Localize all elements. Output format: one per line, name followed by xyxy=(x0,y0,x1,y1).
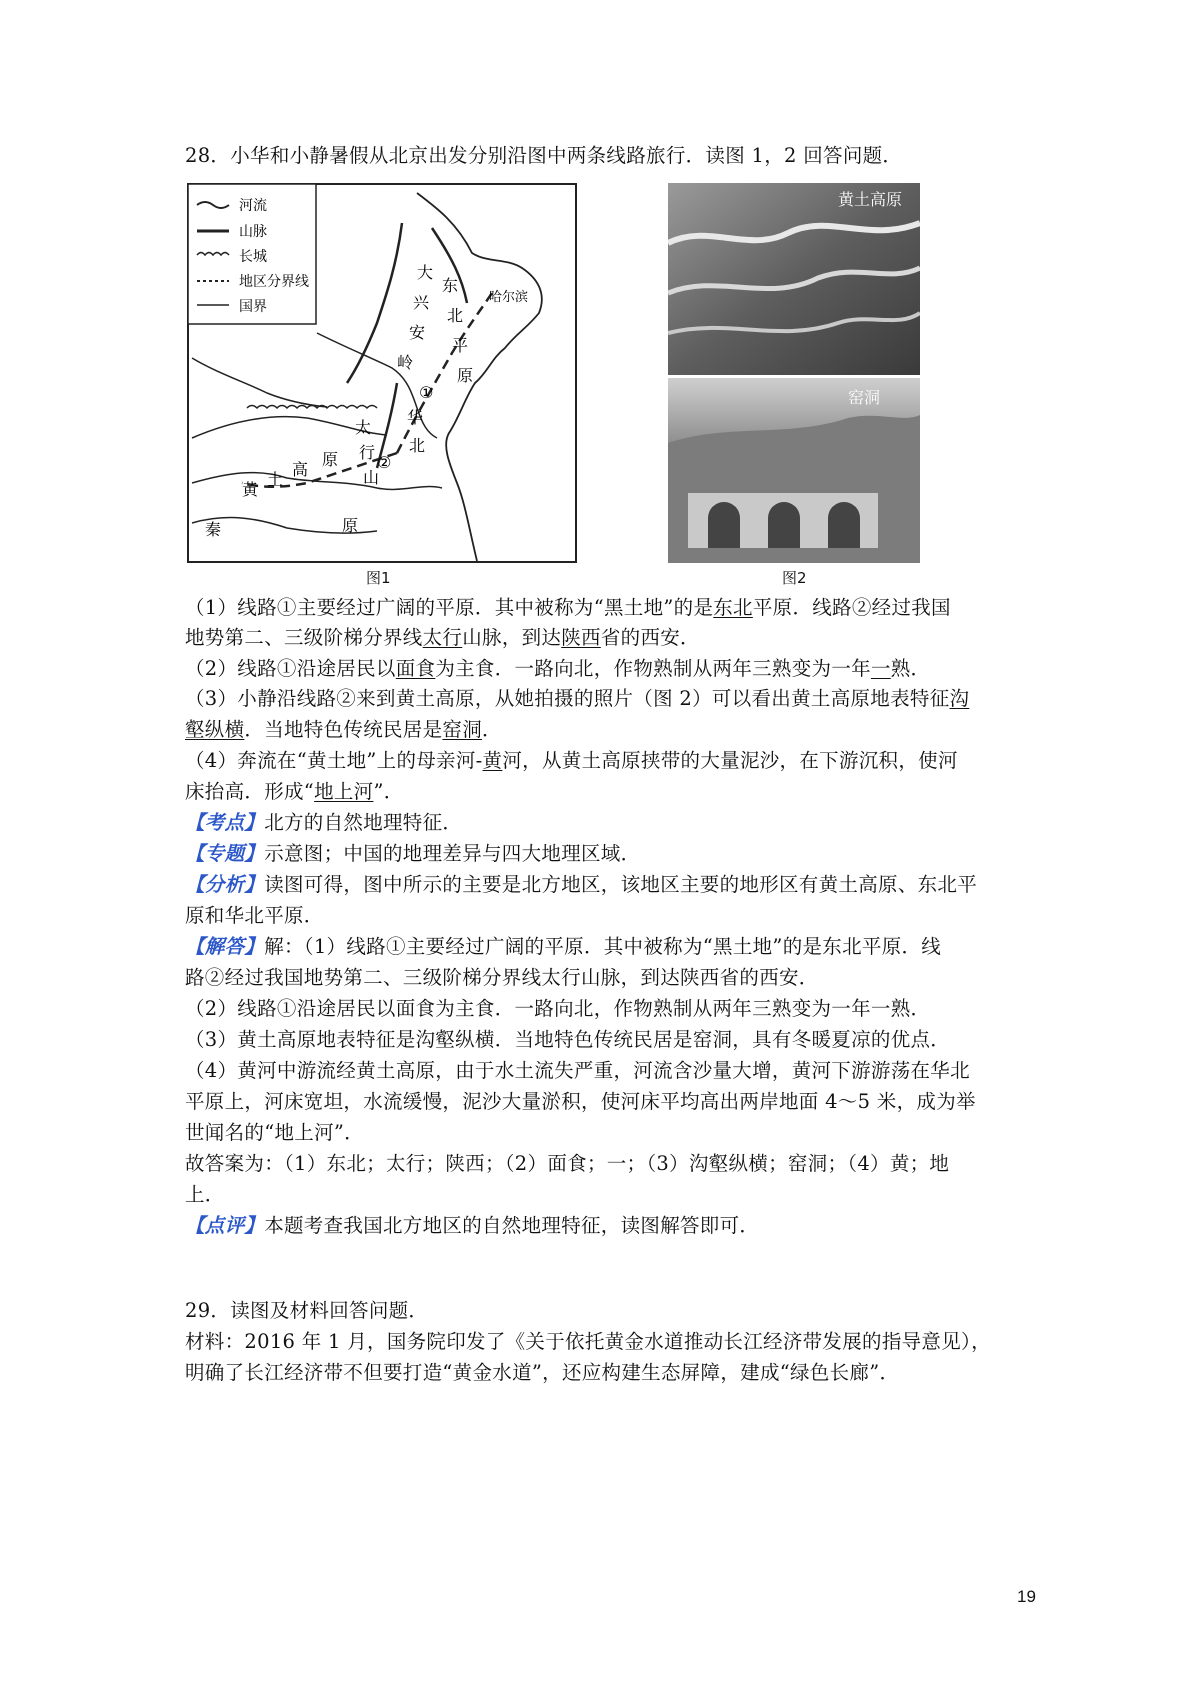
q28-part1-line2 xyxy=(185,623,700,653)
figure-1-map xyxy=(187,183,577,567)
page-number: 19 xyxy=(1017,1587,1036,1606)
label-huabei-2: 北 xyxy=(409,436,426,455)
answer-blank: 东北 xyxy=(713,596,753,619)
text: 读图可得，图中所示的主要是北方地区，该地区主要的地形区有黄土高原、东北平 xyxy=(264,873,978,896)
q28-part3-line2 xyxy=(185,715,502,745)
legend-river: 河流 xyxy=(239,198,267,214)
text: 为主食．一路向北，作物熟制从两年三熟变为一年 xyxy=(435,657,871,680)
answer-blank: 黄 xyxy=(482,749,503,772)
q29-material-line2: 明确了长江经济带不但要打造“黄金水道”，还应构建生态屏障，建成“绿色长廊”． xyxy=(185,1361,900,1384)
zhuanti-line xyxy=(185,839,640,869)
text: 地势第二、三级阶梯分界线 xyxy=(185,626,423,649)
text: 平原．线路②经过我国 xyxy=(752,596,951,619)
jieda-line7: 世闻名的“地上河”． xyxy=(185,1121,364,1144)
fenxi-line1 xyxy=(185,870,977,900)
q28-part1-line1 xyxy=(185,593,951,623)
label-taihang-1: 太 xyxy=(355,418,372,437)
photo-top-label: 黄土高原 xyxy=(838,190,903,209)
answer-blank: 窑洞 xyxy=(442,718,483,741)
legend-region-boundary: 地区分界线 xyxy=(239,274,309,290)
text: 北方的自然地理特征． xyxy=(264,811,463,834)
label-daxing-1: 大 xyxy=(417,263,434,282)
text: （4）奔流在“黄土地”上的母亲河- xyxy=(185,749,483,772)
jieda-line6: 平原上，河床宽坦，水流缓慢，泥沙大量淤积，使河床平均高出两岸地面 4～5 米，成为举 xyxy=(185,1090,976,1113)
text: 解：（1）线路①主要经过广阔的平原．其中被称为“黑土地”的是东北平原．线 xyxy=(264,935,942,958)
q29-material-line1: 材料：2016 年 1 月，国务院印发了《关于依托黄金水道推动长江经济带发展的指导意见）， xyxy=(185,1330,991,1353)
figure-1-caption: 图1 xyxy=(366,569,391,587)
q28-part2 xyxy=(185,654,930,684)
text: 省的西安． xyxy=(600,626,700,649)
fenxi-line2: 原和华北平原． xyxy=(185,904,324,927)
label-taihang-2: 行 xyxy=(359,443,376,462)
photos-svg xyxy=(668,183,920,563)
text: （2）线路①沿途居民以 xyxy=(185,657,396,680)
figure-2-caption: 图2 xyxy=(782,569,807,587)
photo-bottom-label: 窑洞 xyxy=(848,388,881,407)
answer-blank: 一 xyxy=(870,657,891,680)
q28-part3-line1 xyxy=(185,684,969,714)
label-daxing-3: 安 xyxy=(409,323,426,342)
label-huangtu-1: 黄 xyxy=(242,480,259,499)
answer-summary-line2: 上． xyxy=(185,1183,225,1206)
answer-blank: 地上河 xyxy=(314,780,374,803)
text: 示意图；中国的地理差异与四大地理区域． xyxy=(264,842,641,865)
question-29-title: 29．读图及材料回答问题． xyxy=(185,1299,429,1322)
figure-2-photos xyxy=(668,183,920,567)
answer-blank: 陕西 xyxy=(561,626,601,649)
label-dongbei-1: 东 xyxy=(442,276,459,295)
label-qin: 秦 xyxy=(205,520,222,539)
legend-great-wall: 长城 xyxy=(239,249,267,265)
dianping-line xyxy=(185,1211,759,1241)
question-28-title: 28．小华和小静暑假从北京出发分别沿图中两条线路旅行．读图 1，2 回答问题． xyxy=(185,144,903,167)
text: ． xyxy=(482,718,502,741)
label-daxing-4: 岭 xyxy=(397,353,414,372)
answer-blank: 面食 xyxy=(395,657,436,680)
label-dongbei-2: 北 xyxy=(447,306,464,325)
text: （3）小静沿线路②来到黄土高原，从她拍摄的照片（图 2）可以看出黄土高原地表特征 xyxy=(185,687,950,710)
label-taihang-3: 山 xyxy=(363,468,380,487)
answer-summary-line1: 故答案为：（1）东北；太行；陕西；（2）面食；一；（3）沟壑纵横；窑洞；（4）黄；地 xyxy=(185,1152,950,1175)
label-route-1: ① xyxy=(419,383,434,402)
jieda-line3: （2）线路①沿途居民以面食为主食．一路向北，作物熟制从两年三熟变为一年一熟． xyxy=(185,997,931,1020)
text: 床抬高．形成“ xyxy=(185,780,315,803)
text: 河，从黄土高原挟带的大量泥沙，在下游沉积，使河 xyxy=(502,749,958,772)
label-huangtu-3: 高 xyxy=(292,460,309,479)
label-city: 哈尔滨 xyxy=(489,290,529,305)
jieda-line5: （4）黄河中游流经黄土高原，由于水土流失严重，河流含沙量大增，黄河下游游荡在华北 xyxy=(185,1059,970,1082)
jieda-line1 xyxy=(185,932,941,962)
label-huangtu-2: 土 xyxy=(267,470,284,489)
text: 山脉，到达 xyxy=(462,626,562,649)
map-svg xyxy=(187,183,577,563)
label-yuan: 原 xyxy=(342,516,359,535)
fenxi-tag: 【分析】 xyxy=(185,873,265,896)
zhuanti-tag: 【专题】 xyxy=(185,842,265,865)
text: ．当地特色传统民居是 xyxy=(244,718,443,741)
label-route-2: ② xyxy=(377,453,392,472)
loess-plateau-photo xyxy=(668,183,920,375)
legend-mountain: 山脉 xyxy=(239,224,267,240)
kaodian-tag: 【考点】 xyxy=(185,811,265,834)
jieda-line2: 路②经过我国地势第二、三级阶梯分界线太行山脉，到达陕西省的西安． xyxy=(185,966,819,989)
q28-part4-line1 xyxy=(185,746,958,776)
answer-blank: 太行 xyxy=(422,626,463,649)
label-dongbei-3: 平 xyxy=(452,336,469,355)
label-daxing-2: 兴 xyxy=(413,293,430,312)
jieda-line4: （3）黄土高原地表特征是沟壑纵横．当地特色传统民居是窑洞，具有冬暖夏凉的优点． xyxy=(185,1028,951,1051)
jieda-tag: 【解答】 xyxy=(185,935,265,958)
dianping-tag: 【点评】 xyxy=(185,1214,265,1237)
label-huabei-1: 华 xyxy=(407,408,424,427)
answer-blank: 沟 xyxy=(949,687,970,710)
text: 本题考查我国北方地区的自然地理特征，读图解答即可． xyxy=(264,1214,760,1237)
answer-blank: 壑纵横 xyxy=(185,718,245,741)
text: 熟． xyxy=(890,657,931,680)
kaodian-line xyxy=(185,808,462,838)
q28-part4-line2 xyxy=(185,777,404,807)
text: （1）线路①主要经过广阔的平原．其中被称为“黑土地”的是 xyxy=(185,596,714,619)
label-dongbei-4: 原 xyxy=(457,366,474,385)
legend-national-border: 国界 xyxy=(239,299,267,315)
text: ”． xyxy=(373,780,404,803)
label-huangtu-4: 原 xyxy=(322,450,339,469)
